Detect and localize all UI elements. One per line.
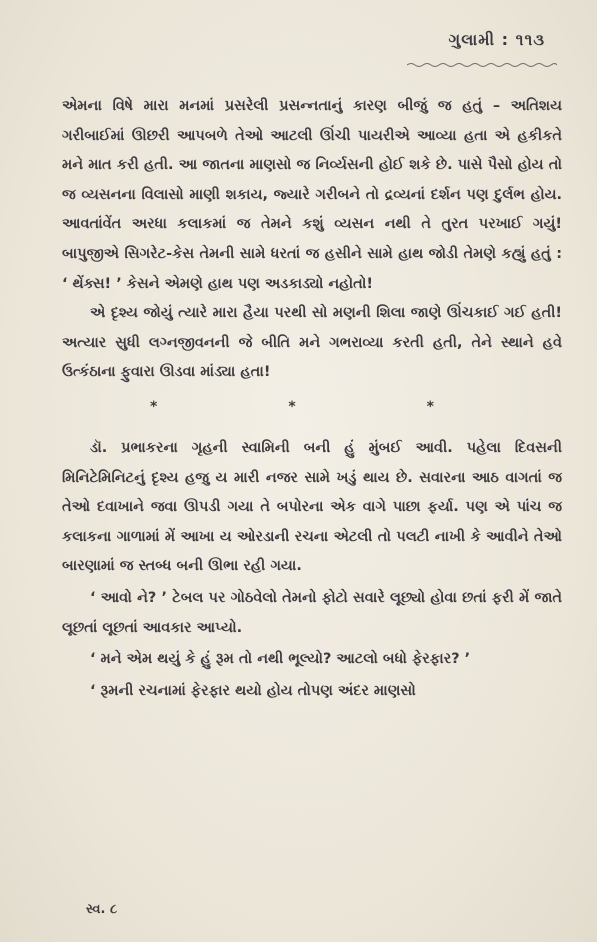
section-separator <box>150 396 434 418</box>
separator-star: * <box>150 398 158 415</box>
header-wavy-rule <box>407 62 557 68</box>
paragraph: એમના વિષે મારા મનમાં પ્રસરેલી પ્રસન્નતાનું કારણ બીજું જ હતું – અતિશય ગરીબાઈમાં ઊછરી આપબળે તેઓ આટલી ઊંચી પાયરીએ આવ્યા હતા એ હકીકતે મને માત કરી હતી. આ જાતના માણસો જ નિર્વ્યસની હોઈ શકે છે. પાસે પૈસો હોય તો જ વ્યસનના વિલાસો માણી શકાય, જ્યારે ગરીબને તો દ્રવ્યનાં દર્શન પણ દુર્લભ હોય. આવતાંવેંત અરધા કલાકમાં જ તેમને કશું વ્યસન નથી તે તુરત પરખાઈ ગયું! બાપુજીએ સિગરેટ-કેસ તેમની સામે ધરતાં જ હસીને સામે હાથ જોડી તેમણે કહ્યું હતું : ‘ થેંક્સ! ’ કેસને એમણે હાથ પણ અડકાડ્યો નહોતો! <box>62 98 562 292</box>
separator-star: * <box>426 398 434 415</box>
paragraph: એ દૃશ્ય જોયું ત્યારે મારા હૈયા પરથી સો મણની શિલા જાણે ઊંચકાઈ ગઈ હતી! અત્યાર સુધી લગ્નજીવનની જે બીતિ મને ગભરાવ્યા કરતી હતી, તેને સ્થાને હવે ઉત્કંઠાના ફુવારા ઊડવા માંડ્યા હતા! <box>62 305 562 381</box>
paragraph: ‘ આવો ને? ’ ટેબલ પર ગોઠવેલો તેમનો ફોટો સવારે લૂછ્યો હોવા છતાં ફરી મેં જાતે લૂછતાં લૂછતાં આવકાર આપ્યો. <box>62 589 562 636</box>
body-text <box>62 92 562 706</box>
running-header: ગુલામી : ૧૧૩ <box>448 30 545 49</box>
paragraph: ડૉ. પ્રભાકરના ગૃહની સ્વામિની બની હું મુંબઈ આવી. પહેલા દિવસની મિનિટેમિનિટનું દૃશ્ય હજુ ય મારી નજર સામે ખડું થાય છે. સવારના આઠ વાગતાં જ તેઓ દવાખાને જવા ઊપડી ગયા તે બપોરના એક વાગે પાછા ફર્યા. પણ એ પાંચ જ કલાકના ગાળામાં મેં આખા ય ઓરડાની રચના એટલી તો પલટી નાખી કે આવીને તેઓ બારણામાં જ સ્તબ્ધ બની ઊભા રહી ગયા. <box>62 439 562 575</box>
signature-mark: સ્વ. ૮ <box>86 902 118 917</box>
paragraph: ‘ રૂમની રચનામાં ફેરફાર થયો હોય તોપણ અંદર માણસો <box>90 682 416 699</box>
separator-star: * <box>288 398 296 415</box>
paragraph: ‘ મને એમ થયું કે હું રૂમ તો નથી ભૂલ્યો? આટલો બધો ફેરફાર? ’ <box>90 651 471 668</box>
